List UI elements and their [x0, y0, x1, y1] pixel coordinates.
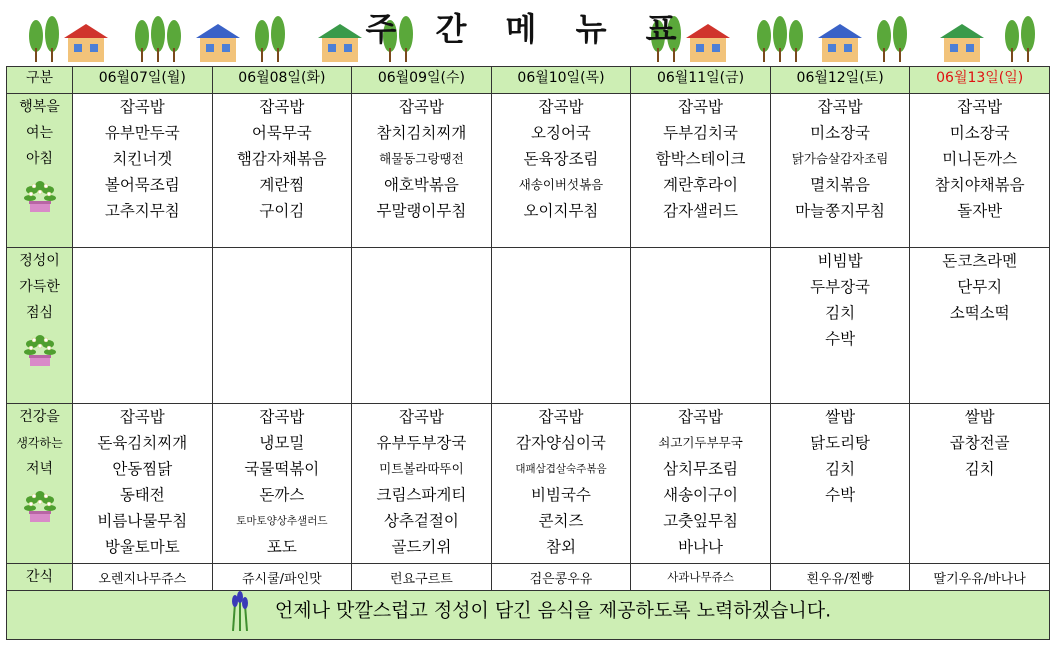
- menu-item: 참외: [545, 538, 576, 556]
- menu-item: 미소장국: [810, 124, 871, 142]
- menu-item: 감자양심이국: [516, 434, 606, 452]
- breakfast-cell: [73, 94, 213, 248]
- row-label-line: 건강을: [19, 409, 60, 425]
- menu-item: 돈까스: [259, 486, 305, 504]
- label-header: 구분: [7, 67, 73, 94]
- breakfast-cell: [770, 94, 910, 248]
- menu-item: 어묵무국: [251, 124, 312, 142]
- snack-row: [7, 564, 1050, 591]
- menu-item: 감자샐러드: [663, 202, 738, 220]
- menu-item: 새송이구이: [663, 486, 738, 504]
- snack-cell: 오렌지나무쥬스: [73, 564, 213, 591]
- menu-item: 함박스테이크: [655, 150, 746, 168]
- menu-item: 잡곡밥: [538, 98, 584, 116]
- day-header: 06월12일(토): [770, 67, 910, 94]
- table-header-row: [7, 67, 1050, 94]
- dinner-row: [7, 404, 1050, 564]
- menu-item: 계란찜: [259, 176, 305, 194]
- menu-item: 잡곡밥: [119, 98, 165, 116]
- menu-item: 소떡소떡: [949, 304, 1010, 322]
- menu-item: 치킨너겟: [112, 150, 173, 168]
- breakfast-cell: [352, 94, 492, 248]
- menu-item: 비빔국수: [531, 486, 591, 504]
- menu-item: 무말랭이무침: [376, 202, 467, 220]
- lunch-cell: [491, 248, 631, 404]
- menu-item: 포도: [266, 538, 297, 556]
- menu-item: 비름나물무침: [97, 512, 188, 530]
- lunch-cell: [631, 248, 771, 404]
- menu-item: 고춧잎무침: [663, 512, 738, 530]
- menu-item: 계란후라이: [663, 176, 738, 194]
- menu-item: 수박: [825, 330, 856, 348]
- lunch-cell: [73, 248, 213, 404]
- menu-item: 돈육장조림: [523, 150, 599, 168]
- breakfast-row: [7, 94, 1050, 248]
- menu-item: 곱창전골: [949, 434, 1010, 452]
- menu-item: 잡곡밥: [678, 98, 723, 116]
- menu-item: 햄감자채볶음: [236, 150, 327, 168]
- menu-item: 유부두부장국: [376, 434, 467, 452]
- menu-item: 닭도리탕: [810, 434, 871, 452]
- day-header: 06월08일(화): [212, 67, 352, 94]
- breakfast-cell: [491, 94, 631, 248]
- menu-item: 토마토양상추샐러드: [236, 515, 328, 527]
- menu-item: 오징어국: [531, 124, 591, 142]
- page-title: 주 간 메 뉴 표: [365, 10, 691, 48]
- menu-item: 대패삼겹살숙주볶음: [515, 463, 607, 475]
- lunch-cell: [910, 248, 1050, 404]
- menu-item: 참치김치찌개: [376, 124, 467, 142]
- menu-item: 잡곡밥: [119, 408, 165, 426]
- snack-cell: 딸기우유/바나나: [910, 564, 1050, 591]
- row-label-breakfast: [7, 94, 73, 248]
- row-label-line: 점심: [25, 305, 54, 321]
- snack-cell: 흰우유/찐빵: [770, 564, 910, 591]
- menu-item: 잡곡밥: [398, 408, 444, 426]
- snack-cell: 쥬시쿨/파인맛: [212, 564, 352, 591]
- row-label-line: 행복을: [19, 99, 60, 115]
- menu-item: 콘치즈: [538, 512, 584, 530]
- menu-item: 단무지: [957, 278, 1003, 296]
- menu-item: 잡곡밥: [259, 98, 305, 116]
- flower-pot-icon: [22, 488, 58, 524]
- menu-item: 닭가슴살감자조림: [791, 151, 889, 166]
- menu-item: 고추지무침: [104, 202, 180, 220]
- snack-cell: 검은콩우유: [491, 564, 631, 591]
- dinner-cell: [631, 404, 771, 564]
- footer-message: 언제나 맛깔스럽고 정성이 담긴 음식을 제공하도록 노력하겠습니다.: [274, 599, 832, 622]
- iris-flower-icon: [225, 591, 255, 631]
- day-header: 06월09일(수): [352, 67, 492, 94]
- menu-item: 오이지무침: [523, 202, 599, 220]
- menu-item: 쌀밥: [825, 408, 856, 426]
- row-label-snack: 간식: [7, 564, 73, 591]
- menu-item: 수박: [825, 486, 856, 504]
- dinner-cell: [770, 404, 910, 564]
- row-label-line: 저녁: [25, 461, 54, 477]
- row-label-lunch: [7, 248, 73, 404]
- menu-item: 애호박볶음: [383, 176, 459, 194]
- menu-item: 김치: [825, 304, 856, 322]
- menu-item: 돈육김치찌개: [97, 434, 188, 452]
- menu-item: 돌자반: [957, 202, 1003, 220]
- row-label-dinner: [7, 404, 73, 564]
- menu-item: 참치야채볶음: [934, 176, 1025, 194]
- lunch-cell: [212, 248, 352, 404]
- row-label-line: 정성이: [19, 253, 60, 269]
- menu-item: 안동찜닭: [112, 460, 173, 478]
- menu-item: 미트볼라따뚜이: [379, 461, 464, 476]
- menu-item: 잡곡밥: [538, 408, 584, 426]
- menu-item: 볼어묵조림: [104, 176, 180, 194]
- menu-item: 잡곡밥: [678, 408, 723, 426]
- menu-item: 잡곡밥: [817, 98, 863, 116]
- footer-row: [7, 591, 1050, 640]
- lunch-cell: [770, 248, 910, 404]
- flower-pot-icon: [22, 178, 58, 214]
- menu-item: 국물떡볶이: [244, 460, 320, 478]
- dinner-cell: [491, 404, 631, 564]
- menu-item: 방울토마토: [104, 538, 180, 556]
- menu-item: 쇠고기두부무국: [658, 435, 743, 450]
- menu-item: 비빔밥: [817, 252, 863, 270]
- breakfast-cell: [910, 94, 1050, 248]
- row-label-line: 아침: [25, 151, 54, 167]
- day-header: 06월11일(금): [631, 67, 771, 94]
- menu-item: 미니돈까스: [942, 150, 1018, 168]
- dinner-cell: [73, 404, 213, 564]
- menu-item: 상추겉절이: [383, 512, 459, 530]
- menu-item: 해물동그랑땡전: [379, 151, 464, 166]
- menu-item: 새송이버섯볶음: [518, 177, 604, 192]
- footer-message-cell: [7, 591, 1050, 640]
- menu-item: 마늘쫑지무침: [795, 202, 886, 220]
- menu-item: 두부장국: [810, 278, 871, 296]
- menu-item: 삼치무조림: [663, 460, 738, 478]
- day-header-sunday: 06월13일(일): [910, 67, 1050, 94]
- menu-item: 쌀밥: [964, 408, 995, 426]
- menu-item: 동태전: [119, 486, 165, 504]
- dinner-cell: [910, 404, 1050, 564]
- menu-item: 김치: [964, 460, 995, 478]
- row-label-line: 여는: [25, 125, 54, 141]
- menu-item: 골드키위: [391, 538, 452, 556]
- dinner-cell: [212, 404, 352, 564]
- lunch-cell: [352, 248, 492, 404]
- dinner-cell: [352, 404, 492, 564]
- page-header: [0, 0, 1056, 66]
- menu-item: 미소장국: [949, 124, 1010, 142]
- menu-item: 김치: [825, 460, 856, 478]
- menu-item: 크림스파게티: [376, 486, 467, 504]
- flower-pot-icon: [22, 332, 58, 368]
- row-label-line: 가득한: [19, 279, 60, 295]
- menu-item: 구이김: [259, 202, 305, 220]
- snack-cell: 런요구르트: [352, 564, 492, 591]
- menu-item: 유부만두국: [104, 124, 180, 142]
- menu-item: 잡곡밥: [259, 408, 305, 426]
- menu-item: 잡곡밥: [398, 98, 444, 116]
- menu-item: 두부김치국: [663, 124, 738, 142]
- row-label-line: 생각하는: [16, 436, 63, 450]
- breakfast-cell: [631, 94, 771, 248]
- day-header: 06월07일(월): [73, 67, 213, 94]
- snack-cell: 사과나무쥬스: [631, 564, 771, 591]
- breakfast-cell: [212, 94, 352, 248]
- weekly-menu-table: [6, 66, 1050, 640]
- menu-item: 돈코츠라멘: [942, 252, 1018, 270]
- menu-item: 바나나: [678, 538, 723, 556]
- day-header: 06월10일(목): [491, 67, 631, 94]
- menu-item: 멸치볶음: [810, 176, 871, 194]
- lunch-row: [7, 248, 1050, 404]
- menu-item: 잡곡밥: [957, 98, 1003, 116]
- menu-item: 냉모밀: [259, 434, 305, 452]
